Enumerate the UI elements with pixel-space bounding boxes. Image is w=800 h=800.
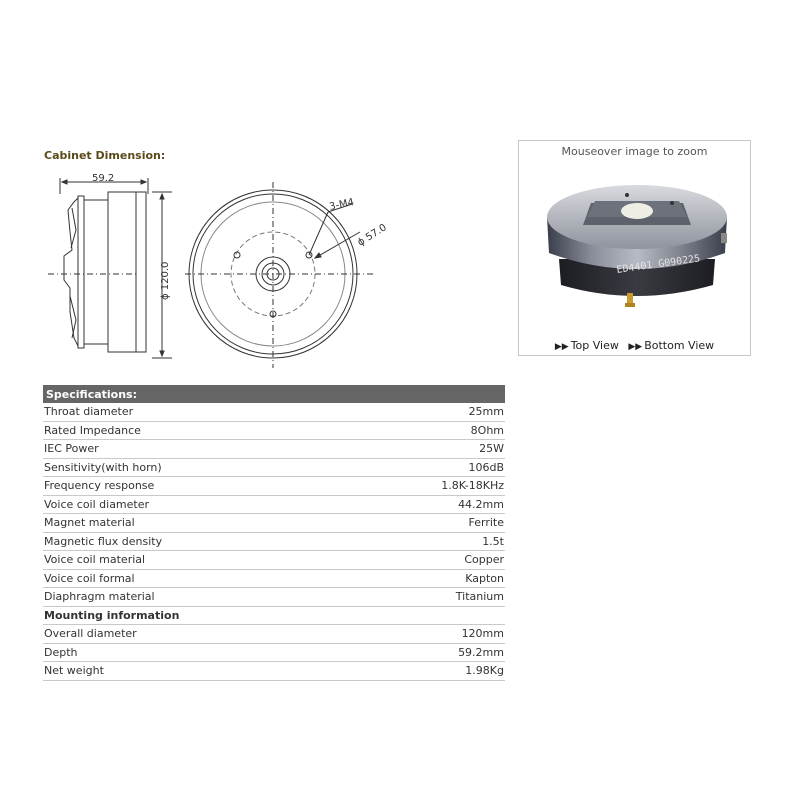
table-row <box>43 662 505 681</box>
spec-value: 59.2mm <box>343 643 505 662</box>
spec-value: Titanium <box>343 588 505 607</box>
depth-label: 59.2 <box>92 173 115 184</box>
product-image[interactable] <box>541 167 731 317</box>
spec-value: 8Ohm <box>343 421 505 440</box>
bottom-view-link[interactable]: ▶▶ Bottom View <box>628 339 715 352</box>
mounting-heading: Mounting information <box>43 606 505 625</box>
spec-label: Voice coil formal <box>43 569 343 588</box>
table-row <box>43 625 505 644</box>
spec-value: 120mm <box>343 625 505 644</box>
spec-value: 1.5t <box>343 532 505 551</box>
spec-label: Diaphragm material <box>43 588 343 607</box>
spec-label: Voice coil diameter <box>43 495 343 514</box>
zoom-caption: Mouseover image to zoom <box>561 145 708 158</box>
table-row <box>43 421 505 440</box>
screw-label: 3-M4 <box>328 196 356 213</box>
table-row <box>43 440 505 459</box>
spec-value: 106dB <box>343 458 505 477</box>
spec-label: Frequency response <box>43 477 343 496</box>
table-row <box>43 532 505 551</box>
specifications-table <box>43 385 505 681</box>
spec-label: Voice coil material <box>43 551 343 570</box>
spec-value: 25mm <box>343 403 505 421</box>
product-model-text: ED4401 G090225 <box>615 253 701 276</box>
table-row <box>43 495 505 514</box>
table-row <box>43 551 505 570</box>
bolt-circle-label: ϕ 57.0 <box>355 222 389 249</box>
table-row <box>43 477 505 496</box>
spec-label: IEC Power <box>43 440 343 459</box>
cabinet-dimension-heading: Cabinet Dimension: <box>44 149 166 162</box>
diameter-label: ϕ 120.0 <box>160 261 171 300</box>
spec-label: Overall diameter <box>43 625 343 644</box>
front-view-drawing <box>185 182 374 368</box>
table-row <box>43 643 505 662</box>
spec-label: Depth <box>43 643 343 662</box>
spec-value: 25W <box>343 440 505 459</box>
dimension-drawing <box>40 170 389 370</box>
spec-label: Throat diameter <box>43 403 343 421</box>
spec-label: Rated Impedance <box>43 421 343 440</box>
spec-label: Magnetic flux density <box>43 532 343 551</box>
top-view-link[interactable]: ▶▶ Top View <box>554 339 619 352</box>
table-row <box>43 588 505 607</box>
double-arrow-icon: ▶▶ <box>628 342 643 352</box>
spec-value: Copper <box>343 551 505 570</box>
mounting-section-row <box>43 606 505 625</box>
table-row <box>43 514 505 533</box>
spec-label: Sensitivity(with horn) <box>43 458 343 477</box>
double-arrow-icon: ▶▶ <box>554 342 569 352</box>
spec-label: Magnet material <box>43 514 343 533</box>
table-row <box>43 403 505 421</box>
spec-value: 44.2mm <box>343 495 505 514</box>
spec-value: 1.8K-18KHz <box>343 477 505 496</box>
spec-label: Net weight <box>43 662 343 681</box>
view-links <box>519 339 750 352</box>
specifications-header: Specifications: <box>43 385 505 403</box>
product-image-panel[interactable] <box>518 140 751 356</box>
side-view-drawing <box>48 178 172 358</box>
spec-value: 1.98Kg <box>343 662 505 681</box>
table-row <box>43 458 505 477</box>
table-row <box>43 569 505 588</box>
spec-value: Ferrite <box>343 514 505 533</box>
spec-value: Kapton <box>343 569 505 588</box>
